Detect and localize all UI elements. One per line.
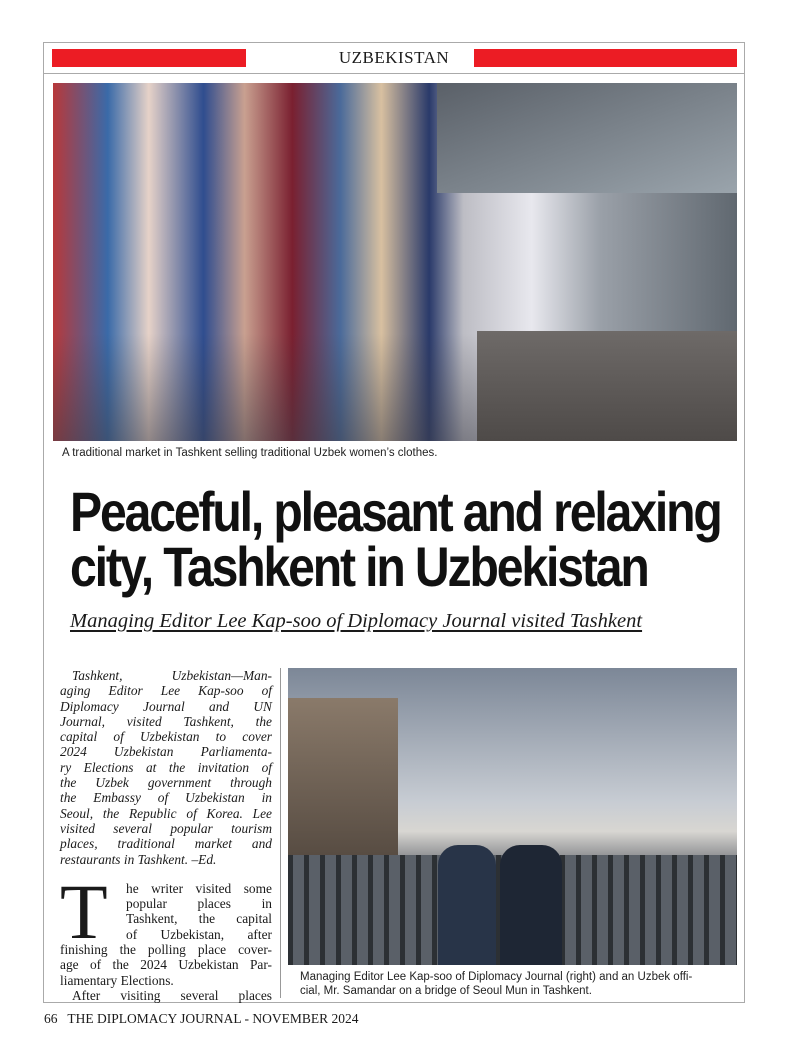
intro-line: aging Editor Lee Kap-soo of (60, 683, 272, 699)
intro-line: the Uzbek government through (60, 775, 272, 791)
market-photo (53, 83, 737, 441)
body-line: finishing the polling place cover- (60, 942, 272, 958)
body-line: age of the 2024 Uzbekistan Par- (60, 957, 272, 973)
intro-line: 2024 Uzbekistan Parliamenta- (60, 744, 272, 760)
section-header (44, 43, 744, 74)
intro-line: the Embassy of Uzbekistan in (60, 790, 272, 806)
body-line: he writer visited some (126, 880, 272, 896)
body-line: of Uzbekistan, after (126, 926, 272, 942)
section-title: UZBEKISTAN (338, 48, 450, 67)
intro-line: Journal, visited Tashkent, the (60, 713, 272, 729)
photo2-caption-line: Managing Editor Lee Kap-soo of Diplomacy Journal (right) and an Uzbek offi- (300, 971, 693, 983)
photo1-caption: A traditional market in Tashkent selling traditional Uzbek women’s clothes. (62, 447, 438, 459)
column-divider (280, 668, 281, 998)
photo2-caption (300, 970, 692, 998)
headline-line-1: Peaceful, pleasant and relaxing (70, 480, 721, 543)
intro-line: visited several popular tourism (60, 820, 272, 836)
intro-line: places, traditional market and (60, 836, 272, 852)
intro-line: Tashkent, Uzbekistan—Man- (72, 668, 272, 683)
body-line: After visiting several places (72, 987, 272, 1003)
body-line: Tashkent, the capital (126, 911, 272, 927)
body-line: popular places in (126, 896, 272, 912)
red-bar-right (474, 49, 737, 67)
page-footer: 66 THE DIPLOMACY JOURNAL - NOVEMBER 2024 (44, 1011, 359, 1026)
intro-line: ry Elections at the invitation of (60, 759, 272, 775)
intro-line: restaurants in Tashkent. –Ed. (60, 851, 217, 867)
subtitle: Managing Editor Lee Kap-soo of Diplomacy Journal visited Tashkent (70, 610, 643, 632)
intro-line: Seoul, the Republic of Korea. Lee (60, 805, 272, 821)
body-line: liamentary Elections. (60, 972, 174, 988)
intro-paragraph (60, 668, 272, 867)
article-column (60, 668, 272, 1003)
body-paragraph (60, 867, 272, 1003)
bridge-photo (288, 668, 737, 965)
intro-line: capital of Uzbekistan to cover (60, 729, 272, 745)
headline (70, 480, 721, 598)
headline-line-2: city, Tashkent in Uzbekistan (70, 535, 648, 598)
drop-cap: T (60, 867, 108, 955)
photo2-caption-line: cial, Mr. Samandar on a bridge of Seoul Mun in Tashkent. (300, 985, 592, 997)
intro-line: Diplomacy Journal and UN (60, 698, 272, 714)
